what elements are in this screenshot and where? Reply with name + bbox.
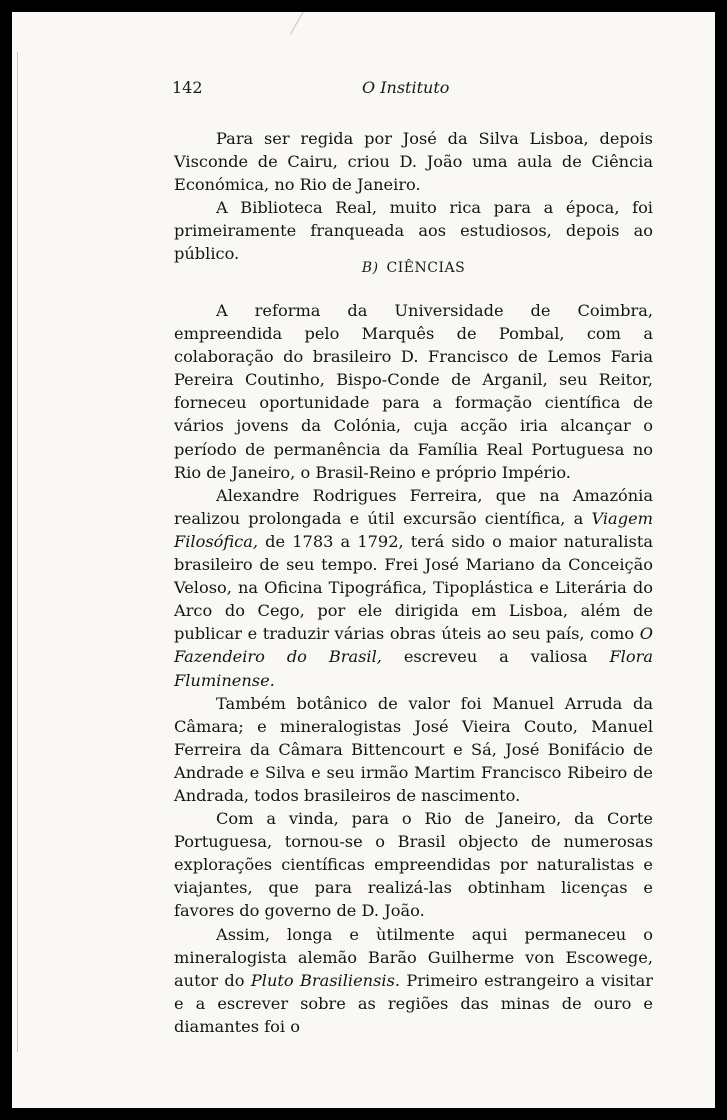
section-label: B): [361, 260, 379, 276]
page-header: [172, 78, 605, 102]
book-title: Flora Fluminense.: [174, 647, 653, 690]
page-number: 142: [172, 78, 203, 97]
paragraph: A Biblioteca Real, muito rica para a época, foi primeiramente franqueada aos estudiosos, depois ao público.: [174, 198, 653, 264]
paragraph: A reforma da Universidade de Coimbra, empreendida pelo Marquês de Pombal, com a colaboração do brasileiro D. Francisco de Lemos Faria Pereira Coutinho, Bispo-Conde de Arganil, seu Reitor, forneceu oportunidade para a formação científica de vários jovens da Colónia, cuja acção iria alcançar o período de permanência da Família Real Portuguesa no Rio de Janeiro, o Brasil-Reino e próprio Império.: [174, 301, 653, 482]
scan-mark: [290, 12, 311, 35]
text-run: Primeiro estrangeiro a visitar e a escrever sobre as regiões das minas de ouro e diamantes foi o: [174, 970, 653, 1036]
book-title: Viagem Filosófica,: [174, 508, 653, 551]
scan-edge-line: [17, 52, 18, 1052]
text-run: Alexandre Rodrigues Ferreira, que na Amazónia realizou prolongada e útil excursão científica, a: [174, 485, 653, 528]
intro-text: [174, 127, 653, 266]
text-run: de 1783 a 1792, terá sido o maior naturalista brasileiro de seu tempo. Frei José Mariano da Conceição Veloso, na Oficina Tipográfica, Tipoplástica e Literária do Arco do Cego, por ele dirigida em Lisboa, além de publicar e traduzir várias obras úteis ao seu país, como: [174, 531, 653, 644]
section-heading: [174, 260, 653, 276]
paragraph: Também botânico de valor foi Manuel Arruda da Câmara; e mineralogistas José Vieira Couto, Manuel Ferreira da Câmara Bittencourt e Sá, José Bonifácio de Andrade e Silva e seu irmão Martim Francisco Ribeiro de Andrada, todos brasileiros de nascimento.: [174, 693, 653, 805]
text-run: Assim, longa e ùtilmente aqui permaneceu o mineralogista alemão Barão Guilherme von Escowege, autor do: [174, 924, 653, 990]
text-run: escreveu a valiosa: [381, 647, 610, 667]
section-title: CIÊNCIAS: [386, 260, 466, 276]
book-title: Pluto Brasiliensis.: [250, 970, 401, 990]
running-title: O Instituto: [362, 78, 450, 97]
book-page: [12, 12, 715, 1108]
body-text: [174, 299, 653, 1038]
paragraph: [174, 484, 653, 692]
paragraph: [174, 923, 653, 1038]
book-title: O Fazendeiro do Brasil,: [174, 624, 653, 667]
paragraph: Para ser regida por José da Silva Lisboa, depois Visconde de Cairu, criou D. João uma aula de Ciência Económica, no Rio de Janeiro.: [174, 129, 653, 195]
paragraph: Com a vinda, para o Rio de Janeiro, da Corte Portuguesa, tornou-se o Brasil objecto de numerosas explorações científicas empreendidas por naturalistas e viajantes, que para realizá-las obtinham licenças e favores do governo de D. João.: [174, 809, 653, 921]
